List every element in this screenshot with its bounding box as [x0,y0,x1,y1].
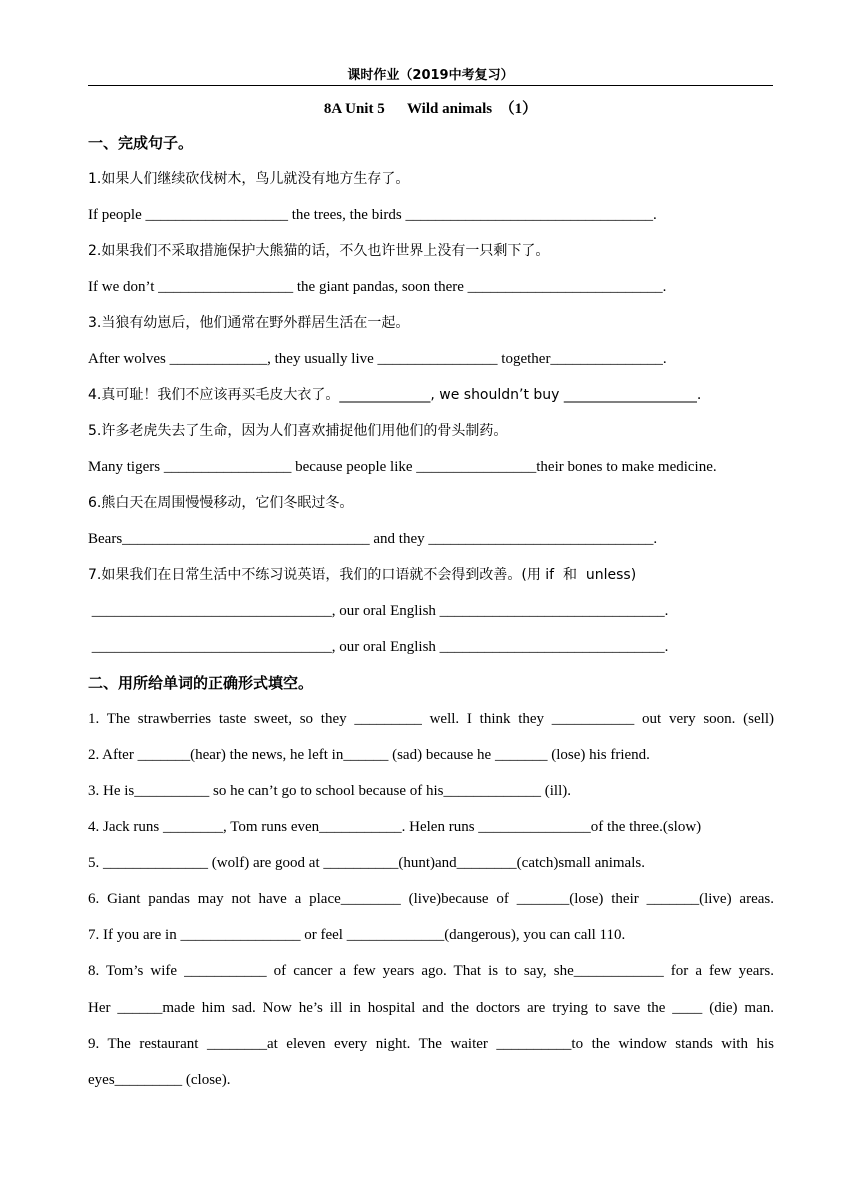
fill-line-8-continued: Her ______made him sad. Now he’s ill in hospital and the doctors are trying to save the ____ (die) man. [88,1000,774,1016]
fill-line-9-continued: eyes_________ (close). [88,1072,231,1088]
fill-line-4: 4. Jack runs ________, Tom runs even___________. Helen runs _______________of the three.(slow) [88,819,702,835]
item-5-english: Many tigers _________________ because people like ________________their bones to make medicine. [88,459,717,475]
fill-line-9: 9. The restaurant ________at eleven every night. The waiter __________to the window stands with his [88,1036,774,1052]
header-rule [88,85,773,86]
item-7-chinese: 7.如果我们在日常生活中不练习说英语，我们的口语就不会得到改善。(用 if 和 unless) [88,567,637,583]
fill-line-6: 6. Giant pandas may not have a place________ (live)because of _______(lose) their _______(live) areas. [88,891,774,907]
item-1-english: If people ___________________ the trees, the birds _________________________________. [88,207,657,223]
item-5-chinese: 5.许多老虎失去了生命，因为人们喜欢捕捉他们用他们的骨头制药。 [88,423,508,439]
section-heading-1: 一、完成句子。 [88,134,194,152]
fill-line-1: 1. The strawberries taste sweet, so they _________ well. I think they ___________ out very soon. (sell) [88,711,774,727]
item-7-english-b: ________________________________, our oral English ______________________________. [88,639,669,655]
section-heading-2: 二、用所给单词的正确形式填空。 [88,674,314,692]
worksheet-title: 8A Unit 5 Wild animals （1） [323,101,538,117]
item-6-english: Bears_________________________________ and they ______________________________. [88,531,658,547]
item-1-chinese: 1.如果人们继续砍伐树木，鸟儿就没有地方生存了。 [88,171,410,187]
item-2-chinese: 2.如果我们不采取措施保护大熊猫的话，不久也许世界上没有一只剩下了。 [88,243,550,259]
item-3-chinese: 3.当狼有幼崽后，他们通常在野外群居生活在一起。 [88,315,410,331]
page-header: 课时作业（2019中考复习） [347,68,514,83]
item-2-english: If we don’t __________________ the giant pandas, soon there __________________________. [88,279,667,295]
item-7-english-a: ________________________________, our oral English ______________________________. [88,603,669,619]
fill-line-3: 3. He is__________ so he can’t go to school because of his_____________ (ill). [88,783,571,799]
fill-line-5: 5. ______________ (wolf) are good at __________(hunt)and________(catch)small animals. [88,855,645,871]
item-6-chinese: 6.熊白天在周围慢慢移动，它们冬眠过冬。 [88,495,354,511]
fill-line-7: 7. If you are in ________________ or feel _____________(dangerous), you can call 110. [88,927,626,943]
fill-line-8: 8. Tom’s wife ___________ of cancer a few years ago. That is to say, she____________ for a few years. [88,963,774,979]
item-4-chinese: 4.真可耻！我们不应该再买毛皮大衣了。_____________, we shouldn’t buy ___________________. [88,387,702,403]
fill-line-2: 2. After _______(hear) the news, he left in______ (sad) because he _______ (lose) his friend. [88,747,650,763]
item-3-english: After wolves _____________, they usually live ________________ together_______________. [88,351,667,367]
